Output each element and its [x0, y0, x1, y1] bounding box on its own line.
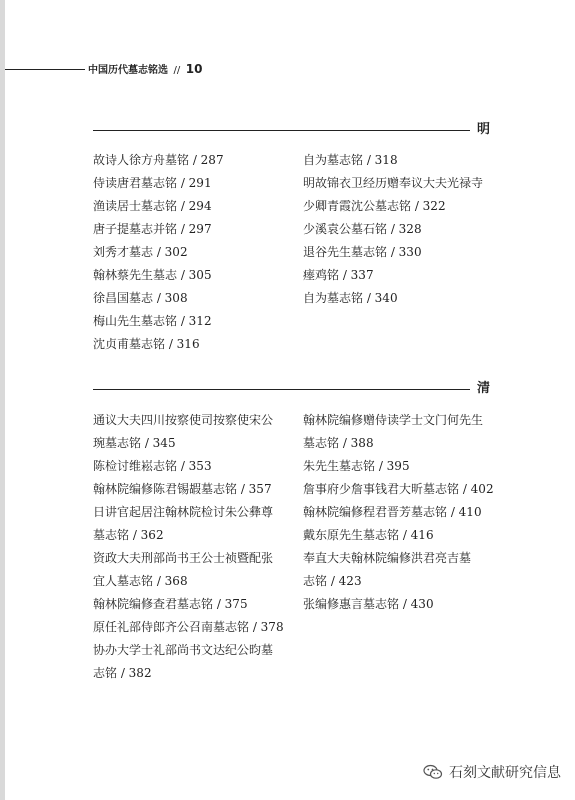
- toc-entry[interactable]: 墓志铭 / 388: [303, 436, 374, 450]
- toc-entry[interactable]: 梅山先生墓志铭 / 312: [93, 314, 212, 328]
- toc-entry[interactable]: 瘗鸡铭 / 337: [303, 268, 374, 282]
- toc-entry[interactable]: 渔读居士墓志铭 / 294: [93, 199, 212, 213]
- toc-entry[interactable]: 徐昌国墓志 / 308: [93, 291, 188, 305]
- section-heading-ming: [93, 120, 490, 140]
- toc-column-left-ming: [93, 149, 224, 356]
- toc-column-right-ming: [303, 149, 483, 310]
- header-text: [88, 62, 202, 78]
- toc-entry[interactable]: 侍读唐君墓志铭 / 291: [93, 176, 212, 190]
- toc-entry[interactable]: 明故锦衣卫经历赠奉议大夫光禄寺: [303, 176, 484, 190]
- toc-entry[interactable]: 张编修惠言墓志铭 / 430: [303, 597, 434, 611]
- toc-entry[interactable]: 故诗人徐方舟墓铭 / 287: [93, 153, 224, 167]
- toc-entry[interactable]: 退谷先生墓志铭 / 330: [303, 245, 422, 259]
- toc-entry[interactable]: 翰林院编修程君晋芳墓志铭 / 410: [303, 505, 482, 519]
- toc-entry[interactable]: 琬墓志铭 / 345: [93, 436, 176, 450]
- toc-column-right-qing: [303, 409, 494, 616]
- toc-entry[interactable]: 翰林蔡先生墓志 / 305: [93, 268, 212, 282]
- wechat-icon: [423, 764, 443, 780]
- running-header: [0, 62, 203, 78]
- toc-entry[interactable]: 自为墓志铭 / 340: [303, 291, 398, 305]
- section-rule: [93, 389, 470, 390]
- toc-entry[interactable]: 翰林院编修赠侍读学士文门何先生: [303, 413, 484, 427]
- toc-column-left-qing: [93, 409, 284, 685]
- toc-entry[interactable]: 戴东原先生墓志铭 / 416: [303, 528, 434, 542]
- header-rule: [5, 69, 85, 70]
- book-title: 中国历代墓志铭选: [88, 65, 168, 76]
- watermark-text: 石刻文献研究信息: [449, 765, 561, 781]
- watermark: [423, 762, 561, 782]
- toc-entry[interactable]: 协办大学士礼部尚书文达纪公昀墓: [93, 643, 274, 657]
- toc-entry[interactable]: 原任礼部侍郎齐公召南墓志铭 / 378: [93, 620, 284, 634]
- section-heading-qing: [93, 379, 490, 399]
- toc-entry[interactable]: 朱先生墓志铭 / 395: [303, 459, 410, 473]
- toc-entry[interactable]: 日讲官起居注翰林院检讨朱公彝尊: [93, 505, 274, 519]
- toc-entry[interactable]: 宜人墓志铭 / 368: [93, 574, 188, 588]
- toc-entry[interactable]: 詹事府少詹事钱君大昕墓志铭 / 402: [303, 482, 494, 496]
- toc-entry[interactable]: 奉直大夫翰林院编修洪君亮吉墓: [303, 551, 472, 565]
- toc-entry[interactable]: 沈贞甫墓志铭 / 316: [93, 337, 200, 351]
- toc-entry[interactable]: 翰林院编修陈君锡嘏墓志铭 / 357: [93, 482, 272, 496]
- toc-entry[interactable]: 唐子提墓志并铭 / 297: [93, 222, 212, 236]
- page-gutter-shadow: [0, 0, 5, 800]
- header-separator: //: [173, 65, 181, 76]
- section-rule: [93, 130, 470, 131]
- toc-entry[interactable]: 通议大夫四川按察使司按察使宋公: [93, 413, 274, 427]
- toc-entry[interactable]: 资政大夫刑部尚书王公士祯暨配张: [93, 551, 274, 565]
- toc-entry[interactable]: 翰林院编修查君墓志铭 / 375: [93, 597, 248, 611]
- toc-entry[interactable]: 志铭 / 423: [303, 574, 362, 588]
- toc-entry[interactable]: 刘秀才墓志 / 302: [93, 245, 188, 259]
- page-number: 10: [185, 62, 203, 76]
- toc-entry[interactable]: 墓志铭 / 362: [93, 528, 164, 542]
- toc-entry[interactable]: 志铭 / 382: [93, 666, 152, 680]
- toc-entry[interactable]: 自为墓志铭 / 318: [303, 153, 398, 167]
- toc-entry[interactable]: 少溪袁公墓石铭 / 328: [303, 222, 422, 236]
- section-title: 清: [476, 381, 490, 396]
- section-title: 明: [476, 122, 490, 137]
- toc-entry[interactable]: 少卿青霞沈公墓志铭 / 322: [303, 199, 446, 213]
- toc-entry[interactable]: 陈检讨维崧志铭 / 353: [93, 459, 212, 473]
